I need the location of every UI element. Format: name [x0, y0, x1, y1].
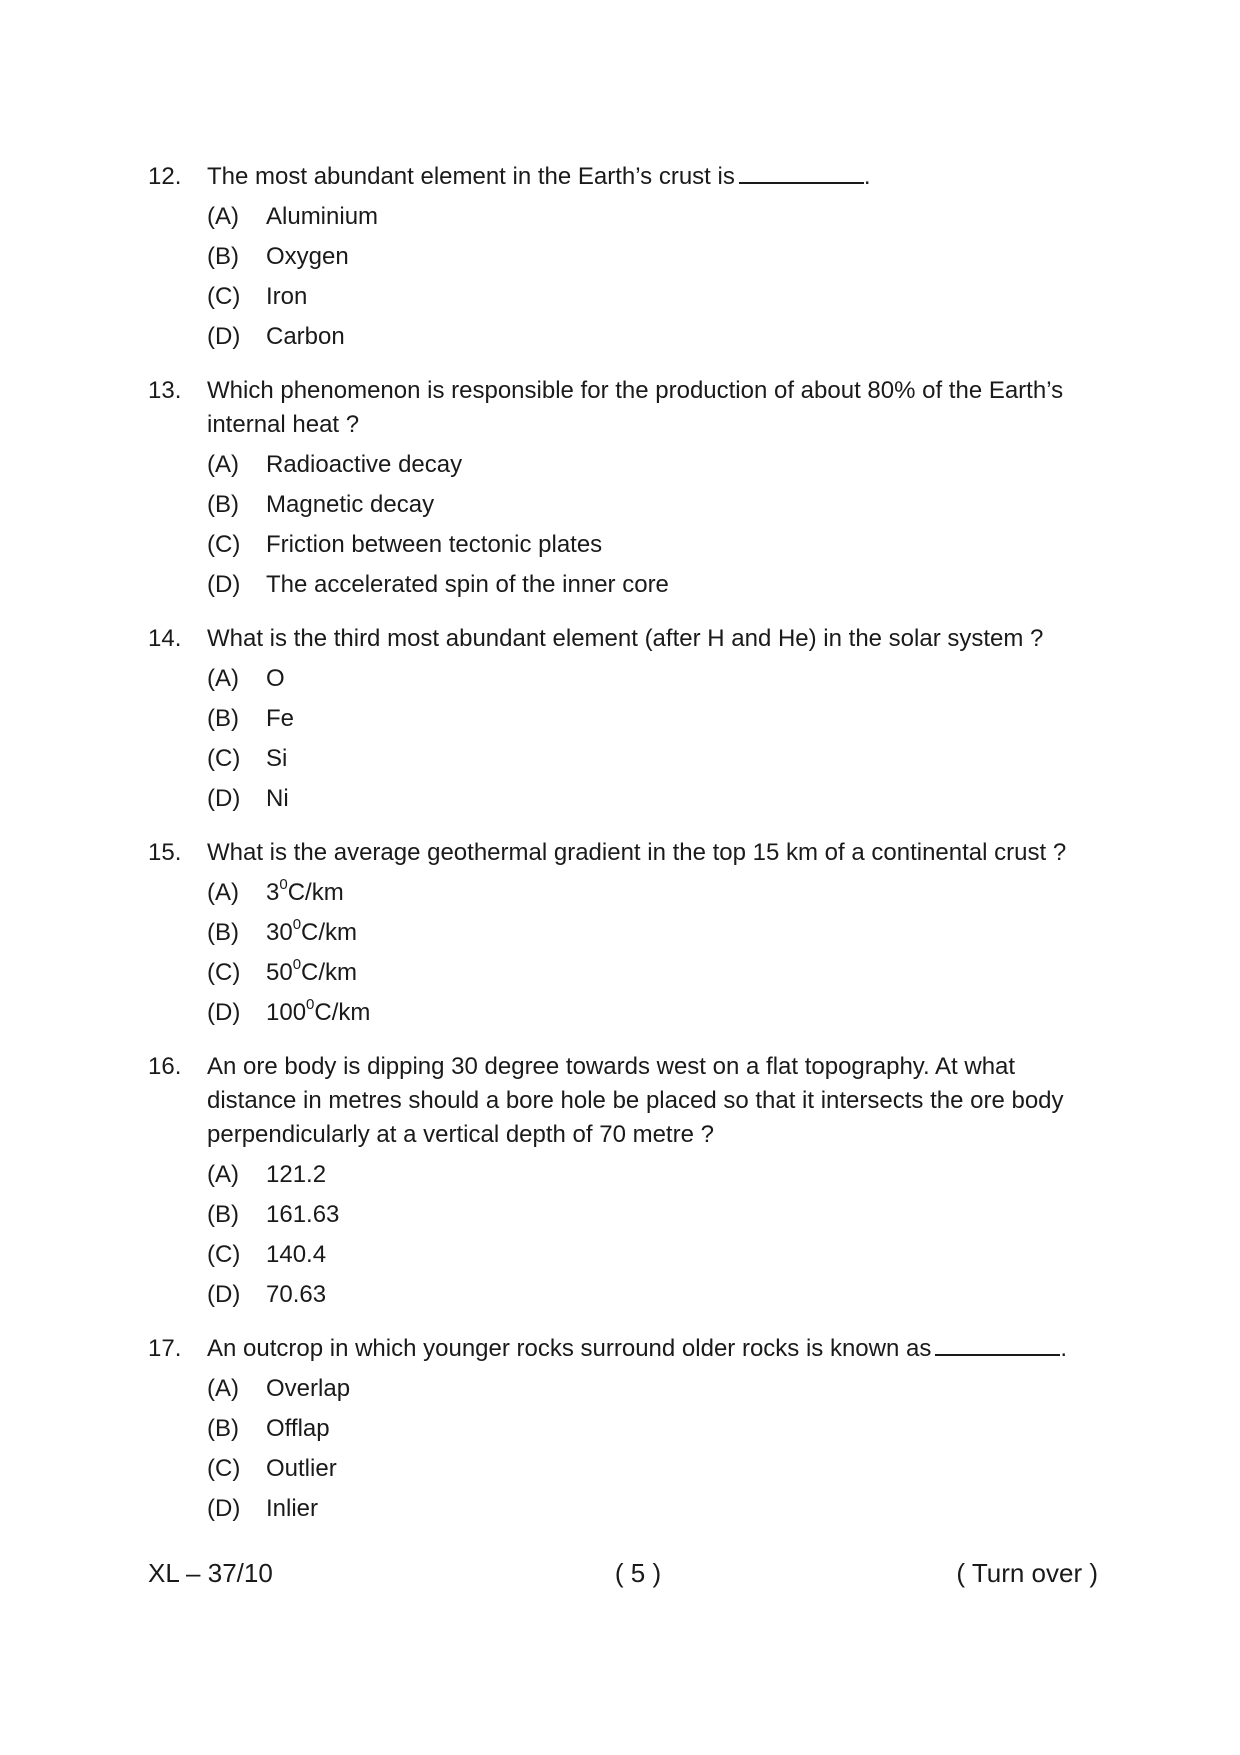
option-c — [207, 1452, 1098, 1486]
question-text: What is the average geothermal gradient in the top 15 km of a continental crust ? — [207, 839, 1067, 866]
question-16 — [148, 1050, 1098, 1312]
option-text: Radioactive decay — [266, 451, 463, 478]
option-unit: C/km — [314, 999, 371, 1026]
option-a — [207, 1372, 1098, 1406]
option-text — [266, 876, 344, 910]
option-label: (C) — [207, 531, 241, 558]
option-label: (A) — [207, 203, 239, 230]
question-number: 12. — [148, 163, 182, 190]
options-list — [148, 1372, 1098, 1526]
options-list — [148, 876, 1098, 1030]
option-label: (A) — [207, 1375, 239, 1402]
turn-over-note: ( Turn over ) — [956, 1558, 1098, 1588]
option-label: (B) — [207, 243, 239, 270]
option-b — [207, 916, 1098, 950]
option-text — [266, 916, 357, 950]
option-value: 3 — [266, 879, 280, 906]
option-label: (C) — [207, 1455, 241, 1482]
options-list — [148, 200, 1098, 354]
option-text: 161.63 — [266, 1201, 340, 1228]
degree-superscript: 0 — [279, 876, 288, 893]
question-text-after-blank: . — [863, 163, 871, 190]
option-label: (A) — [207, 879, 239, 906]
option-label: (B) — [207, 919, 239, 946]
question-number: 16. — [148, 1053, 182, 1080]
option-text: Ni — [266, 785, 289, 812]
question-17 — [148, 1332, 1098, 1526]
option-c — [207, 1238, 1098, 1272]
option-value: 100 — [266, 999, 307, 1026]
option-label: (D) — [207, 999, 241, 1026]
option-text: Offlap — [266, 1415, 330, 1442]
option-text: Si — [266, 745, 288, 772]
degree-superscript: 0 — [292, 916, 302, 933]
option-d — [207, 1492, 1098, 1526]
option-unit: C/km — [301, 959, 358, 986]
option-label: (B) — [207, 1201, 239, 1228]
option-label: (B) — [207, 1415, 239, 1442]
option-text — [266, 956, 357, 990]
option-label: (D) — [207, 1495, 241, 1522]
question-text-after-blank: . — [1060, 1335, 1068, 1362]
option-c — [207, 280, 1098, 314]
option-b — [207, 702, 1098, 736]
option-c — [207, 528, 1098, 562]
option-text: Aluminium — [266, 203, 379, 230]
option-a — [207, 200, 1098, 234]
page-footer — [148, 1555, 1098, 1591]
option-label: (D) — [207, 323, 241, 350]
option-a — [207, 662, 1098, 696]
option-unit: C/km — [287, 879, 344, 906]
option-label: (C) — [207, 283, 241, 310]
option-text: Magnetic decay — [266, 491, 435, 518]
question-13 — [148, 374, 1098, 602]
option-text: 140.4 — [266, 1241, 327, 1268]
question-15 — [148, 836, 1098, 1030]
paper-code: XL – 37/10 — [148, 1558, 273, 1588]
answer-blank — [739, 160, 864, 184]
option-text — [266, 996, 370, 1030]
option-b — [207, 1412, 1098, 1446]
option-a — [207, 448, 1098, 482]
options-list — [148, 662, 1098, 816]
question-text-before-blank: The most abundant element in the Earth’s crust is — [207, 163, 735, 190]
option-label: (C) — [207, 959, 241, 986]
degree-superscript: 0 — [292, 956, 302, 973]
option-d — [207, 1278, 1098, 1312]
question-14 — [148, 622, 1098, 816]
option-label: (A) — [207, 665, 239, 692]
question-number: 17. — [148, 1335, 182, 1362]
question-sheet — [148, 160, 1098, 1546]
option-text: Fe — [266, 705, 295, 732]
question-12 — [148, 160, 1098, 354]
option-d — [207, 568, 1098, 602]
option-label: (D) — [207, 1281, 241, 1308]
question-text-before-blank: An outcrop in which younger rocks surround older rocks is known as — [207, 1335, 932, 1362]
option-b — [207, 1198, 1098, 1232]
option-text: 121.2 — [266, 1161, 327, 1188]
option-a — [207, 876, 1098, 910]
option-unit: C/km — [301, 919, 358, 946]
option-value: 30 — [266, 919, 293, 946]
option-label: (B) — [207, 705, 239, 732]
answer-blank — [935, 1332, 1060, 1356]
option-text: Iron — [266, 283, 308, 310]
option-text: Outlier — [266, 1455, 337, 1482]
option-text: 70.63 — [266, 1281, 327, 1308]
options-list — [148, 448, 1098, 602]
option-label: (C) — [207, 745, 241, 772]
option-label: (D) — [207, 785, 241, 812]
option-a — [207, 1158, 1098, 1192]
options-list — [148, 1158, 1098, 1312]
degree-superscript: 0 — [306, 996, 315, 1013]
option-c — [207, 742, 1098, 776]
option-label: (A) — [207, 1161, 239, 1188]
option-c — [207, 956, 1098, 990]
option-label: (A) — [207, 451, 239, 478]
option-text: The accelerated spin of the inner core — [266, 571, 669, 598]
option-d — [207, 996, 1098, 1030]
page-number: ( 5 ) — [614, 1558, 662, 1588]
option-text: Friction between tectonic plates — [266, 531, 603, 558]
option-d — [207, 782, 1098, 816]
question-number: 14. — [148, 625, 182, 652]
question-text — [207, 1332, 1098, 1366]
option-text: O — [266, 665, 285, 692]
option-text: Oxygen — [266, 243, 349, 270]
option-b — [207, 240, 1098, 274]
option-text: Carbon — [266, 323, 345, 350]
option-text: Overlap — [266, 1375, 351, 1402]
question-text: An ore body is dipping 30 degree towards west on a flat topography. At what distance in metres should a bore hole be placed so that it intersects the ore body perpendicularly at a vertical depth of 70 metre ? — [207, 1053, 1064, 1148]
option-label: (D) — [207, 571, 241, 598]
question-number: 15. — [148, 839, 182, 866]
option-value: 50 — [266, 959, 293, 986]
option-d — [207, 320, 1098, 354]
option-label: (C) — [207, 1241, 241, 1268]
option-text: Inlier — [266, 1495, 319, 1522]
question-number: 13. — [148, 377, 182, 404]
option-label: (B) — [207, 491, 239, 518]
question-text: Which phenomenon is responsible for the production of about 80% of the Earth’s internal heat ? — [207, 377, 1064, 438]
option-b — [207, 488, 1098, 522]
question-text — [207, 160, 1098, 194]
question-text: What is the third most abundant element (after H and He) in the solar system ? — [207, 625, 1044, 652]
